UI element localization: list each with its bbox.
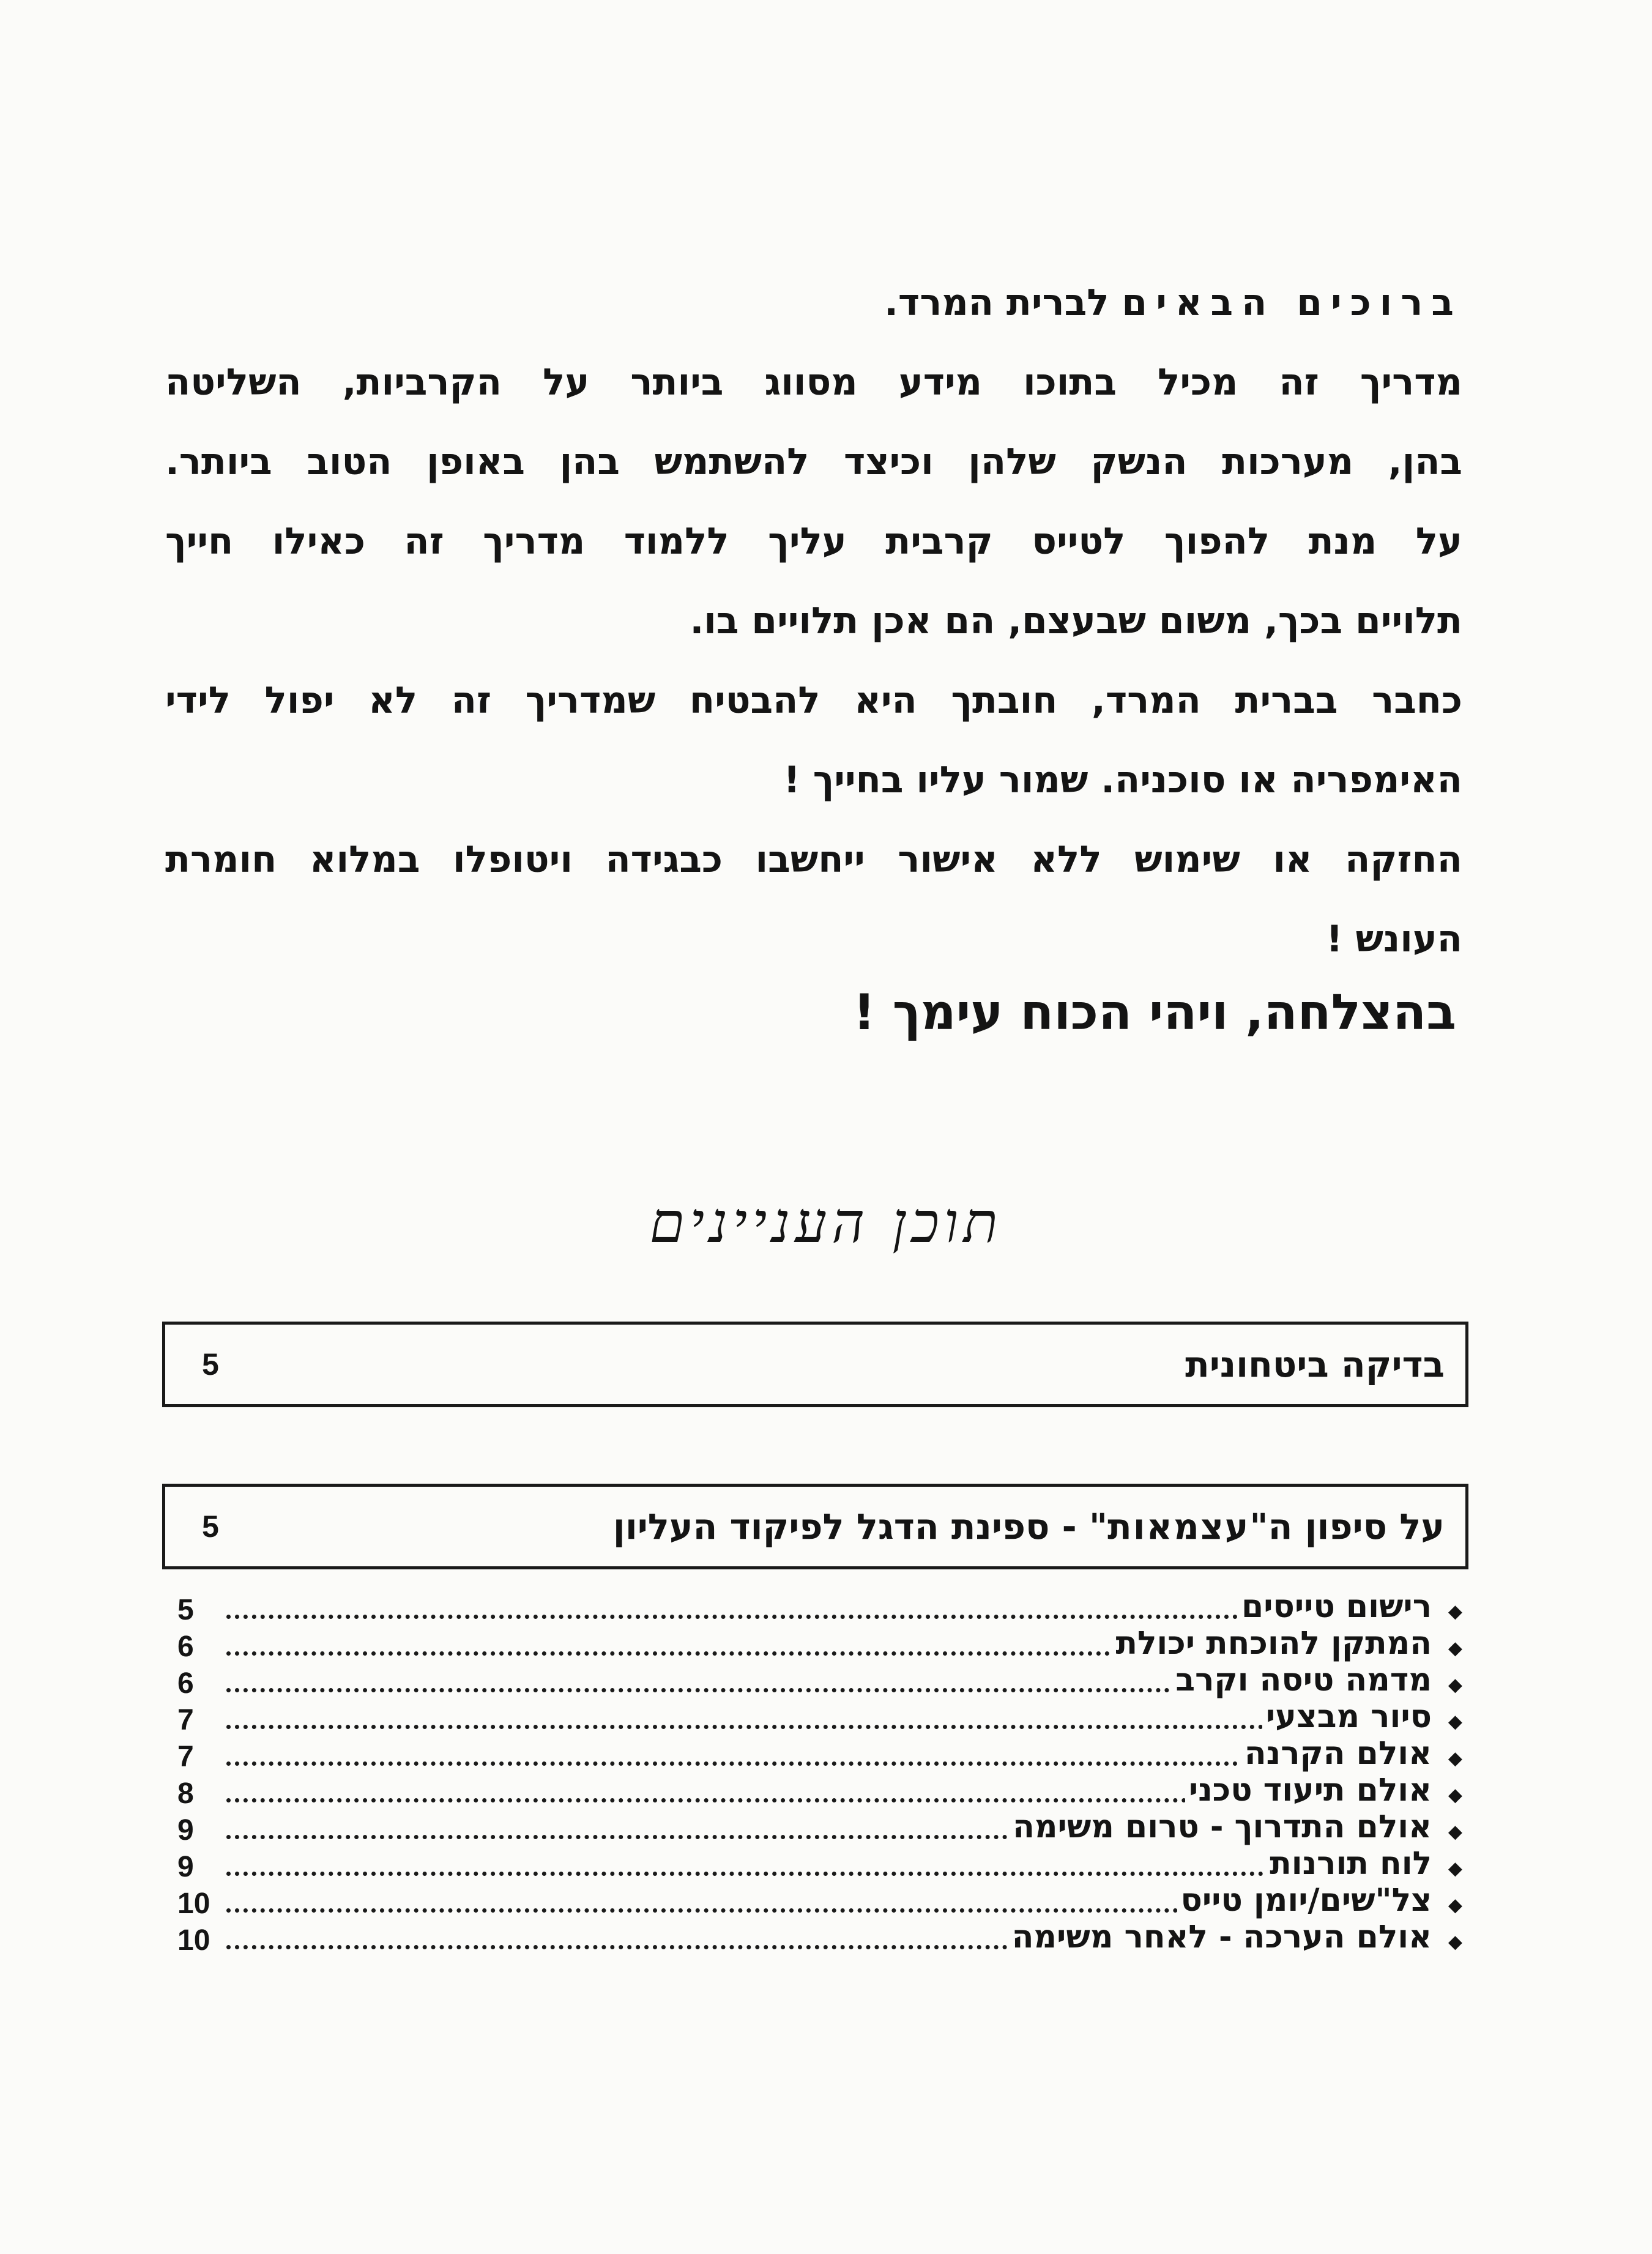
intro-line-3: על מנת להפוך לטייס קרבית עליך ללמוד מדריך זה כאילו חייך [165,520,1462,563]
diamond-bullet-icon: ◆ [1448,1601,1462,1623]
toc-entry-label: רישום טייסים [1238,1588,1432,1625]
carrier-title-pre: על סיפון ה" [1249,1506,1445,1547]
toc-entry-label: מדמה טיסה וקרב [1172,1662,1432,1698]
toc-entry[interactable] [177,1811,1462,1848]
toc-entry[interactable] [177,1921,1462,1958]
toc-section-page: 5 [202,1509,219,1544]
toc-entry[interactable] [177,1774,1462,1811]
toc-section-security [162,1322,1468,1407]
diamond-bullet-icon: ◆ [1448,1674,1462,1696]
toc-entry[interactable] [177,1735,1462,1774]
toc-entry-page: 5 [177,1594,194,1626]
diamond-bullet-icon: ◆ [1448,1784,1462,1806]
diamond-bullet-icon: ◆ [1448,1637,1462,1659]
toc-entry-label: אולם הערכה - לאחר משימה [1008,1919,1432,1955]
toc-entry-label: אולם הקרנה [1241,1735,1432,1772]
toc-entry[interactable] [177,1845,1462,1884]
blessing: בהצלחה, ויהי הכוח עימך ! [853,984,1456,1041]
welcome-line [884,281,1462,324]
intro-line-8: העונש ! [1326,918,1462,961]
toc-entry[interactable] [177,1664,1462,1701]
toc-entry-label: אולם התדרוך - טרום משימה [1009,1809,1432,1845]
intro-line-1: מדריך זה מכיל בתוכו מידע מסווג ביותר על הקרביות, השליטה [165,361,1462,404]
leader-dots [226,1725,1426,1729]
diamond-bullet-icon: ◆ [1448,1894,1462,1916]
intro-line-7: החזקה או שימוש ללא אישור ייחשבו כבגידה ויטופלו במלוא חומרת [165,838,1462,881]
toc-section-page: 5 [202,1347,219,1382]
toc-entry[interactable] [177,1884,1462,1921]
toc-title: תוכן העניינים [649,1190,1003,1255]
toc-section-title [613,1506,1445,1547]
diamond-bullet-icon: ◆ [1448,1747,1462,1769]
toc-section-carrier [162,1484,1468,1569]
carrier-title-post: " - ספינת הדגל לפיקוד העליון [612,1506,1108,1547]
toc-entry-page: 9 [177,1851,194,1883]
toc-entry-page: 9 [177,1814,194,1847]
toc-entry-label: סיור מבצעי [1262,1698,1432,1735]
toc-entry[interactable] [177,1588,1462,1627]
leader-dots [226,1872,1426,1876]
toc-entry-label: צל"שים/יומן טייס [1177,1882,1432,1919]
intro-line-5: כחבר בברית המרד, חובתך היא להבטיח שמדריך זה לא יפול לידי [165,679,1462,722]
welcome-rest: לברית המרד. [884,281,1122,324]
toc-entry[interactable] [177,1627,1462,1664]
intro-line-6: האימפריה או סוכניה. שמור עליו בחייך ! [783,759,1462,802]
toc-entry-page: 10 [177,1888,210,1920]
diamond-bullet-icon: ◆ [1448,1711,1462,1733]
toc-entry-page: 10 [177,1924,210,1957]
diamond-bullet-icon: ◆ [1448,1821,1462,1843]
toc-entry-label: אולם תיעוד טכני [1185,1772,1432,1809]
diamond-bullet-icon: ◆ [1448,1931,1462,1953]
intro-line-4: תלויים בכך, משום שבעצם, הם אכן תלויים בו. [690,600,1462,642]
toc-entry-page: 8 [177,1777,194,1810]
toc-entry-page: 7 [177,1741,194,1773]
toc-entry-page: 6 [177,1667,194,1700]
toc-entry-page: 7 [177,1704,194,1736]
intro-line-2: בהן, מערכות הנשק שלהן וכיצד להשתמש בהן באופן הטוב ביותר. [165,441,1462,483]
carrier-ship-name: עצמאות [1107,1506,1250,1547]
toc-entry-label: לוח תורנות [1266,1845,1432,1882]
diamond-bullet-icon: ◆ [1448,1858,1462,1880]
welcome-heading: ברוכים הבאים [1122,281,1462,324]
toc-entry[interactable] [177,1698,1462,1738]
toc-entry-label: המתקן להוכחת יכולת [1112,1625,1432,1662]
toc-section-title: בדיקה ביטחונית [1185,1344,1445,1385]
toc-entry-page: 6 [177,1631,194,1663]
